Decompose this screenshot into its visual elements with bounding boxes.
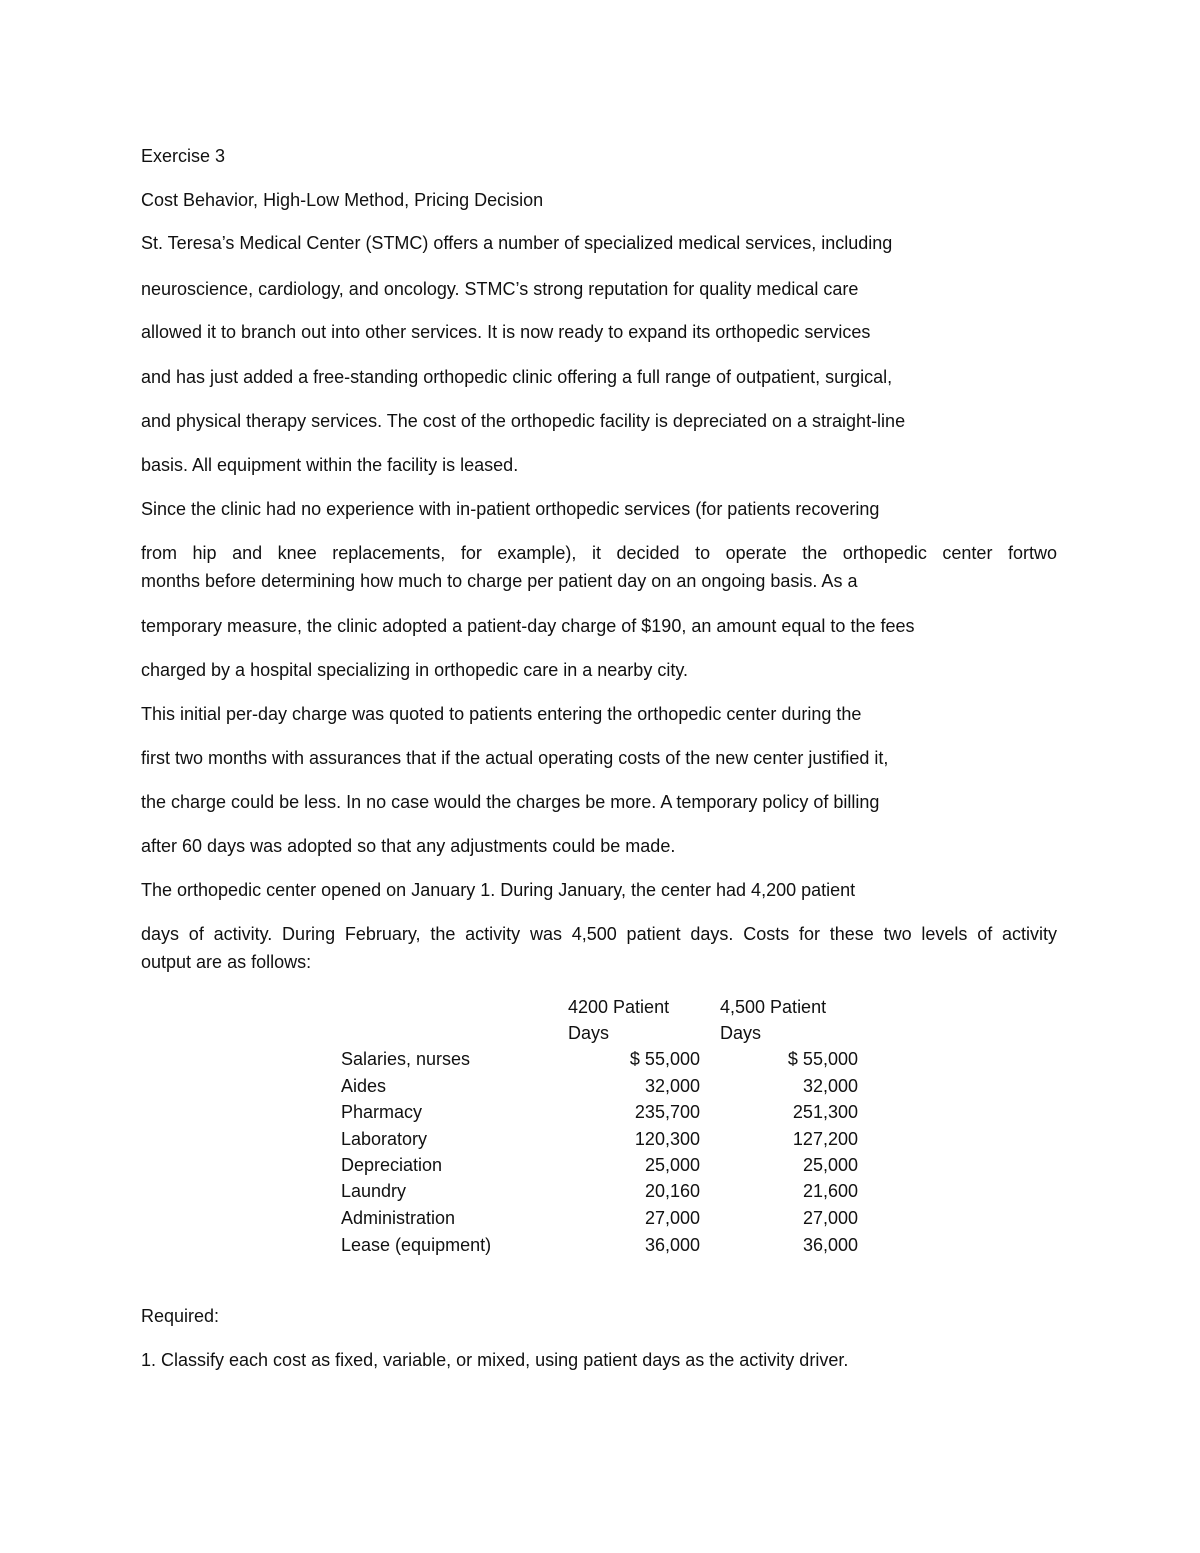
jan-value: 20,160 bbox=[644, 1181, 700, 1201]
paragraph-line: first two months with assurances that if the actual operating costs of the new center justified it, bbox=[141, 748, 889, 768]
paragraph-line: St. Teresa’s Medical Center (STMC) offers a number of specialized medical services, including bbox=[141, 233, 893, 253]
paragraph-line: neuroscience, cardiology, and oncology. STMC’s strong reputation for quality medical care bbox=[141, 279, 859, 299]
paragraph-line: temporary measure, the clinic adopted a patient-day charge of $190, an amount equal to the fees bbox=[141, 616, 915, 636]
jan-value: $ 55,000 bbox=[629, 1049, 700, 1069]
feb-value: $ 55,000 bbox=[787, 1049, 858, 1069]
paragraph-line: days of activity. During February, the activity was 4,500 patient days. Costs for these two levels of activity bbox=[141, 924, 1057, 944]
feb-value: 25,000 bbox=[802, 1155, 858, 1175]
exercise-subtitle: Cost Behavior, High-Low Method, Pricing Decision bbox=[141, 190, 544, 210]
paragraph-line: from hip and knee replacements, for example), it decided to operate the orthopedic center fortwo bbox=[141, 543, 1057, 563]
paragraph-line: The orthopedic center opened on January 1. During January, the center had 4,200 patient bbox=[141, 880, 856, 900]
row-label: Laboratory bbox=[341, 1129, 428, 1149]
paragraph-line: after 60 days was adopted so that any adjustments could be made. bbox=[141, 836, 676, 856]
required-heading: Required: bbox=[141, 1306, 220, 1326]
jan-value: 36,000 bbox=[644, 1235, 700, 1255]
jan-value: 235,700 bbox=[634, 1102, 700, 1122]
row-label: Pharmacy bbox=[341, 1102, 423, 1122]
paragraph-line: basis. All equipment within the facility is leased. bbox=[141, 455, 519, 475]
paragraph-line: months before determining how much to charge per patient day on an ongoing basis. As a bbox=[141, 571, 858, 591]
col1-header: Days bbox=[568, 1023, 610, 1043]
paragraph-line: Since the clinic had no experience with in-patient orthopedic services (for patients recovering bbox=[141, 499, 880, 519]
paragraph-line: output are as follows: bbox=[141, 952, 312, 972]
paragraph-line: the charge could be less. In no case would the charges be more. A temporary policy of billing bbox=[141, 792, 880, 812]
col2-header: Days bbox=[720, 1023, 762, 1043]
row-label: Salaries, nurses bbox=[341, 1049, 471, 1069]
feb-value: 251,300 bbox=[792, 1102, 858, 1122]
jan-value: 25,000 bbox=[644, 1155, 700, 1175]
row-label: Lease (equipment) bbox=[341, 1235, 492, 1255]
jan-value: 120,300 bbox=[634, 1129, 700, 1149]
row-label: Administration bbox=[341, 1208, 456, 1228]
paragraph-line: and physical therapy services. The cost of the orthopedic facility is depreciated on a straight-line bbox=[141, 411, 906, 431]
exercise-title: Exercise 3 bbox=[141, 146, 226, 166]
row-label: Aides bbox=[341, 1076, 387, 1096]
paragraph-line: This initial per-day charge was quoted to patients entering the orthopedic center during the bbox=[141, 704, 862, 724]
row-label: Depreciation bbox=[341, 1155, 443, 1175]
jan-value: 32,000 bbox=[644, 1076, 700, 1096]
jan-value: 27,000 bbox=[644, 1208, 700, 1228]
paragraph-line: charged by a hospital specializing in orthopedic care in a nearby city. bbox=[141, 660, 688, 680]
feb-value: 21,600 bbox=[802, 1181, 858, 1201]
paragraph-line: and has just added a free-standing orthopedic clinic offering a full range of outpatient, surgical, bbox=[141, 367, 893, 387]
feb-value: 32,000 bbox=[802, 1076, 858, 1096]
feb-value: 36,000 bbox=[802, 1235, 858, 1255]
col1-header: 4200 Patient bbox=[568, 997, 670, 1017]
paragraph-line: allowed it to branch out into other services. It is now ready to expand its orthopedic services bbox=[141, 322, 871, 342]
feb-value: 127,200 bbox=[792, 1129, 858, 1149]
requirement-item: 1. Classify each cost as fixed, variable, or mixed, using patient days as the activity driver. bbox=[141, 1350, 849, 1370]
col2-header: 4,500 Patient bbox=[720, 997, 827, 1017]
feb-value: 27,000 bbox=[802, 1208, 858, 1228]
row-label: Laundry bbox=[341, 1181, 407, 1201]
